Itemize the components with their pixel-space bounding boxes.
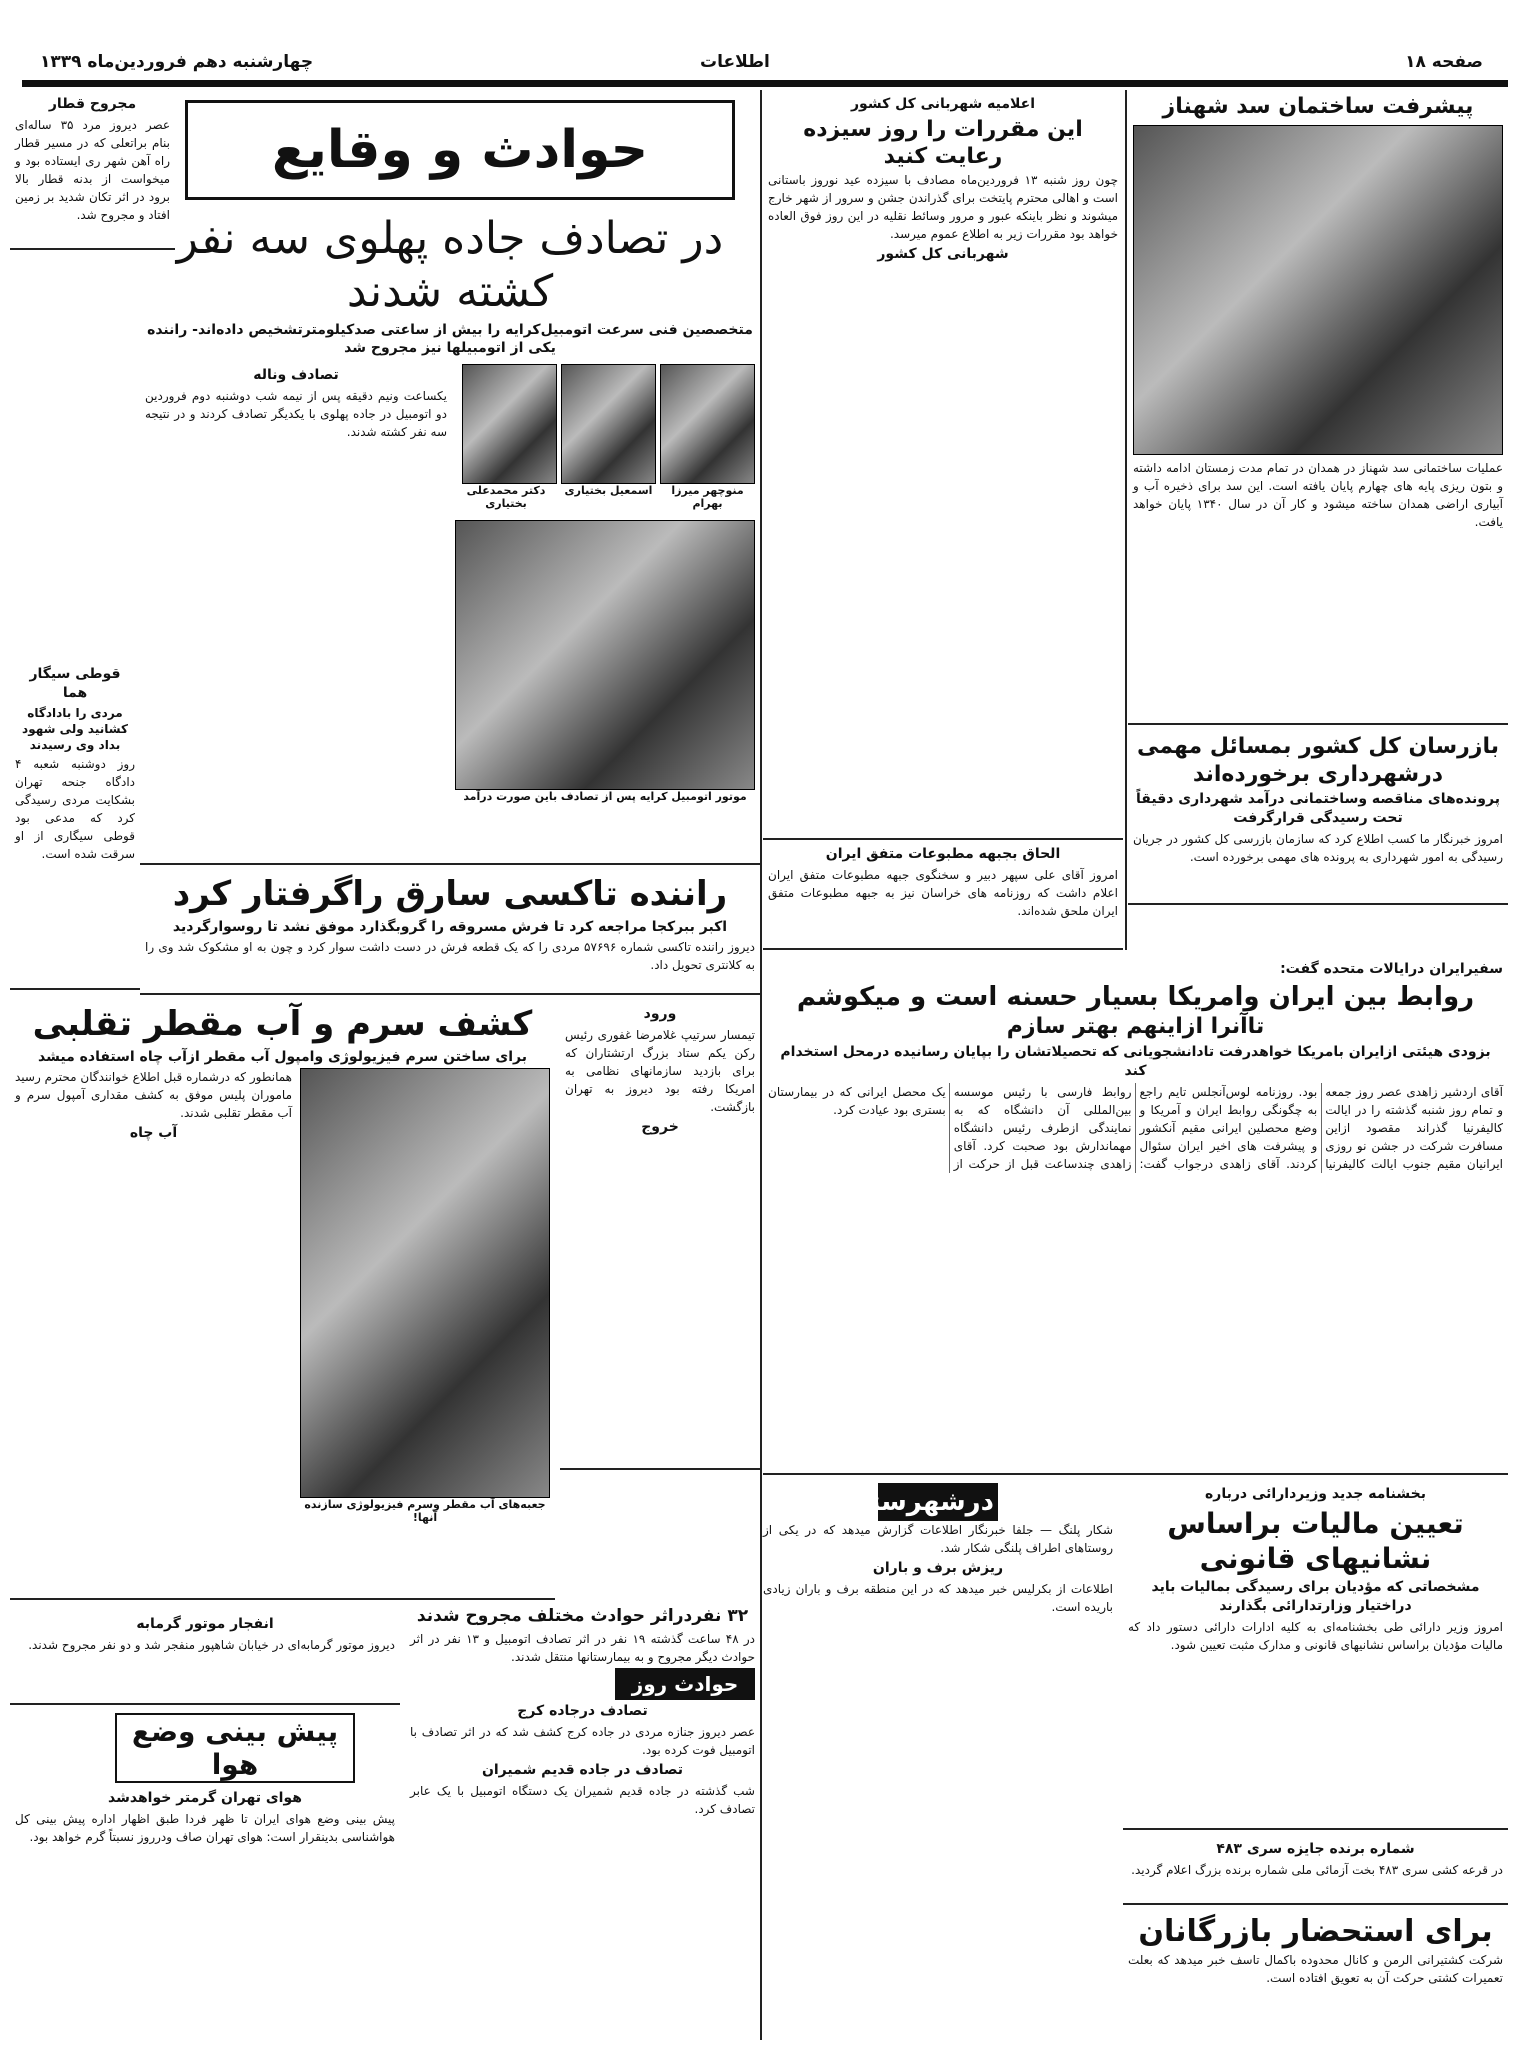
body: عملیات ساختمانی سد شهناز در همدان در تمام مدت زمستان ادامه داشته و بتون ریزی پایه های چهارم پایان یافته است. این سد برای ذخیره آب و آبیاری اراضی همدان ساخته میشود و کار آن در سال ۱۳۴۰ پایان خواهد یافت. bbox=[1133, 460, 1503, 529]
headline: انفجار موتور گرمابه bbox=[136, 1616, 274, 1632]
body: چون روز شنبه ۱۳ فروردین‌ماه مصادف با سیزده عید نوروز باستانی است و اهالی محترم پایتخت برای گذراندن جشن و سرور از شهر خارج میشوند و نظر باینکه عبور و مرور وسائط نقلیه در این روز فوق العاده خواهد بود مقررات زیر به اطلاع عموم میرسد. bbox=[768, 172, 1118, 241]
photo-caption: موتور اتومبیل کرایه پس از تصادف باین صورت درآمد bbox=[463, 790, 747, 804]
headline: تعیین مالیات براساس نشانیهای قانونی bbox=[1167, 1506, 1464, 1575]
kicker-departure: خروج bbox=[641, 1118, 679, 1135]
subheadline: متخصصین فنی سرعت اتومبیل‌کرایه را بیش از ساعتی صدکیلومترتشخیص داده‌اند- راننده یکی از اتومبیلها نیز مجروح شد bbox=[147, 321, 753, 357]
body: پیش بینی وضع هوای ایران تا ظهر فردا طبق اظهار اداره پیش بینی کل هواشناسی بدینقرار است: هوای تهران صاف ودرروز نسبتاً گرم خواهد بود. bbox=[15, 1811, 395, 1844]
caption: اسمعیل بختیاری bbox=[564, 484, 653, 498]
column-rule bbox=[760, 90, 762, 2040]
body: آقای اردشیر زاهدی عصر روز جمعه و تمام روز شنبه گذشته را در ایالت کالیفرنیا گذراند مقصود ازاین مسافرت شرکت در جشن نو روزی ایرانیان مقیم جنوب ایالت کالیفرنیا بود. روزنامه لوس‌آنجلس تایم راجع به چگونگی روابط ایران و آمریکا و وضع محصلین ایرانی مقیم آنکشور و پیشرفت های اخیر ایران سئوال کردند. آقای زاهدی درجواب گفت: روابط فارسی با رئیس موسسه بین‌المللی آن دانشگاه که به نمایندگی ازطرف رئیس دانشگاه مهماندارش بود صحبت کرد. آقای زاهدی چندساعت قبل از حرکت از یک محصل ایرانی که در بیمارستان بستری بود عیادت کرد. bbox=[768, 1084, 1503, 1171]
subheadline: مشخصاتی که مؤدیان برای رسیدگی بمالیات باید دراختیار وزارتدارائی بگذارند bbox=[1151, 1578, 1480, 1614]
subheadline: اکبر ببرکجا مراجعه کرد تا فرش مسروقه را گروبگذارد موفق نشد تا روسوارگردید bbox=[172, 918, 728, 935]
section-logo: حوادث و وقایع bbox=[185, 100, 735, 200]
article-road-accident bbox=[140, 210, 760, 865]
headline: قوطی سیگار هما bbox=[29, 666, 121, 701]
article-press-front bbox=[763, 840, 1123, 950]
article-iran-us-relations bbox=[763, 955, 1508, 1475]
subheadline: بزودی هیئتی ازایران بامریکا خواهدرفت تادانشجویانی که تحصیلاتشان را بپایان رسانیده درمحل استخدام کند bbox=[780, 1043, 1491, 1079]
column-rule bbox=[1125, 90, 1127, 950]
headline-2: تاآنرا ازاینهم بهتر سازم bbox=[1006, 1014, 1265, 1040]
article-cities bbox=[758, 1480, 1118, 2040]
body: همانطور که درشماره قبل اطلاع خوانندگان محترم رسید ماموران پلیس موفق به کشف مقداری آمپول سرم و آب مقطر تقلبی شدند. bbox=[15, 1070, 292, 1121]
headline: شماره برنده جایزه سری ۴۸۳ bbox=[1216, 1841, 1415, 1857]
caption: منوچهر میرزا بهرام bbox=[671, 484, 744, 511]
headline: این مقررات را روز سیزده رعایت کنید bbox=[803, 116, 1083, 170]
headline: هوای تهران گرمتر خواهدشد bbox=[108, 1790, 302, 1806]
headline: برای استحضار بازرگانان bbox=[1138, 1914, 1493, 1949]
subheadline: پرونده‌های مناقصه وساختمانی درآمد شهرداری دقیقاً تحت رسیدگی قرارگرفت bbox=[1136, 791, 1500, 826]
headline: مجروح قطار bbox=[48, 96, 137, 112]
header-rule bbox=[22, 80, 1508, 87]
headline: روابط بین ایران وامریکا بسیار حسنه است و میکوشم bbox=[796, 981, 1475, 1012]
caption: دکتر محمدعلی بختیاری bbox=[466, 484, 546, 511]
kicker-arrival: ورود bbox=[643, 1006, 677, 1022]
body: امروز آقای علی سپهر دبیر و سخنگوی جبهه مطبوعات متفق ایران اعلام داشت که روزنامه های خراسان نیز به جبهه مطبوعات متفق ایران ملحق شده‌اند. bbox=[768, 867, 1118, 918]
article-arrivals bbox=[560, 1000, 760, 1470]
article-train bbox=[10, 90, 175, 250]
subheadline: برای ساختن سرم فیزیولوژی وامپول آب مقطر ازآب چاه استفاده میشد bbox=[38, 1048, 527, 1065]
body: امروز خبرنگار ما کسب اطلاع کرد که سازمان بازرسی کل کشور در جریان رسیدگی به امور شهرداری به پرونده های مهمی برخورده است. bbox=[1133, 831, 1503, 864]
body: دیروز موتور گرمابه‌ای در خیابان شاهپور منفجر شد و دو نفر مجروح شدند. bbox=[28, 1637, 395, 1652]
weather-logo: پیش بینی وضع هوا bbox=[115, 1713, 355, 1783]
advertisement bbox=[1123, 1910, 1508, 2040]
portrait-photo bbox=[561, 364, 656, 484]
portrait-photo bbox=[660, 364, 755, 484]
subheadline: تصادف در جاده قدیم شمیران bbox=[481, 1761, 684, 1778]
article-weather bbox=[10, 1710, 400, 2040]
headline: بازرسان کل کشور بمسائل مهمی درشهرداری برخورده‌اند bbox=[1137, 734, 1499, 787]
body: دیروز راننده تاکسی شماره ۵۷۶۹۶ مردی را که یک قطعه فرش در دست داشت سوار کرد و چون به او مشکوک شد وی را به کلانتری تحویل داد. bbox=[145, 940, 755, 973]
body: شرکت کشتیرانی الرمن و کانال محدوده باکمال تاسف خبر میدهد که بعلت تعمیرات کشتی حرکت آن به تعویق افتاده است. bbox=[1128, 1952, 1503, 1985]
headline: راننده تاکسی سارق راگرفتار کرد bbox=[172, 874, 728, 914]
body: عصر دیروز جنازه مردی در جاده کرج کشف شد که در اثر تصادف با اتومبیل فوت کرده بود. bbox=[410, 1724, 755, 1757]
headline: ریزش برف و باران bbox=[872, 1560, 1004, 1576]
body: تیمسار سرتیپ غلامرضا غفوری رئیس رکن یکم ستاد بزرگ ارتشتاران که برای بازدید سازمانهای نظامی به امریکا رفته بود دیروز به تهران بازگشت. bbox=[565, 1027, 755, 1114]
article-injured bbox=[405, 1600, 760, 2040]
article-bath-explosion bbox=[10, 1610, 400, 1705]
serum-photo bbox=[300, 1068, 550, 1498]
body: شب گذشته در جاده قدیم شمیران یک دستگاه اتومبیل با یک عابر تصادف کرد. bbox=[410, 1783, 755, 1816]
body: یکساعت ونیم دقیقه پس از نیمه شب دوشنبه دوم فروردین دو اتومبیل در جاده پهلوی با یکدیگر تصادف کردند و در نتیجه سه نفر کشته شدند. bbox=[145, 389, 447, 440]
headline: ۳۲ نفردراثر حوادث مختلف مجروح شدند bbox=[416, 1606, 749, 1626]
article-cigarette-case bbox=[10, 660, 140, 990]
body: روز دوشنبه شعبه ۴ دادگاه جنحه تهران بشکایت مردی رسیدگی کرد که مدعی بود قوطی سیگاری از او سرقت شده است. bbox=[15, 757, 135, 862]
body: شکار پلنگ — جلفا خبرنگار اطلاعات گزارش میدهد که در یکی از روستاهای اطراف پلنگی شکار شد. bbox=[763, 1523, 1113, 1555]
headline: در تصادف جاده پهلوی سه نفر کشته شدند bbox=[176, 213, 724, 317]
body: در ۴۸ ساعت گذشته ۱۹ نفر در اثر تصادف اتومبیل و ۱۳ نفر در اثر حوادث دیگر مجروح و به بیمارستانها منتقل شدند. bbox=[410, 1631, 755, 1664]
body: اطلاعات از بکرلیس خبر میدهد که در این منطقه برف و باران زیادی باریده است. bbox=[763, 1581, 1113, 1614]
subheadline: مردی را بادادگاه کشانید ولی شهود بداد وی رسیدند bbox=[22, 705, 128, 753]
article-dam bbox=[1128, 90, 1508, 725]
daily-logo: حوادث روز bbox=[615, 1668, 755, 1700]
body: امروز وزیر دارائی طی بخشنامه‌ای به کلیه ادارات دارائی دستور داد که مالیات مؤدیان براساس نشانیهای قانونی و مدارک مثبت تعیین شود. bbox=[1128, 1619, 1503, 1652]
article-notice bbox=[763, 90, 1123, 840]
photo-caption: جعبه‌های آب مقطر وسرم فیزیولوژی سازنده آنها! bbox=[304, 1498, 546, 1525]
signature: شهربانی کل کشور bbox=[877, 245, 1009, 262]
headline: کشف سرم و آب مقطر تقلبی bbox=[32, 1004, 533, 1044]
body: عصر دیروز مرد ۳۵ ساله‌ای بنام براتعلی که در مسیر قطار راه آهن شهر ری ایستاده بود و میخواست از بدنه قطار بالا برود در اثر تکان شدید بر زمین افتاد و مجروح شد. bbox=[15, 117, 171, 222]
kicker: اعلامیه شهربانی کل کشور bbox=[850, 96, 1035, 112]
issue-date: چهارشنبه دهم فروردین‌ماه ۱۳۳۹ bbox=[40, 52, 314, 72]
dam-photo bbox=[1133, 125, 1503, 455]
headline: الحاق بجبهه مطبوعات متفق ایران bbox=[825, 846, 1061, 862]
body: در قرعه کشی سری ۴۸۳ بخت آزمائی ملی شماره برنده بزرگ اعلام گردید. bbox=[1131, 1862, 1503, 1877]
article-taxi-driver bbox=[140, 870, 760, 995]
cities-logo: درشهرستانها bbox=[878, 1483, 998, 1521]
subheadline: تصادف درجاده کرج bbox=[517, 1702, 648, 1719]
article-lottery bbox=[1123, 1835, 1508, 1905]
kicker: سفیرایران درایالات متحده گفت: bbox=[1280, 961, 1503, 977]
wreck-photo bbox=[455, 520, 755, 790]
article-fake-serum bbox=[10, 1000, 555, 1600]
section-head: آب چاه bbox=[129, 1125, 178, 1142]
portrait-photo bbox=[462, 364, 557, 484]
newspaper-name: اطلاعات bbox=[700, 52, 770, 72]
headline: پیشرفت ساختمان سد شهناز bbox=[1162, 94, 1474, 119]
section-head: تصادف وناله bbox=[253, 367, 339, 384]
kicker: بخشنامه جدید وزیردارائی درباره bbox=[1205, 1486, 1426, 1502]
page-number: صفحه ۱۸ bbox=[1405, 52, 1483, 72]
article-tax bbox=[1123, 1480, 1508, 1830]
article-inspectors bbox=[1128, 730, 1508, 905]
